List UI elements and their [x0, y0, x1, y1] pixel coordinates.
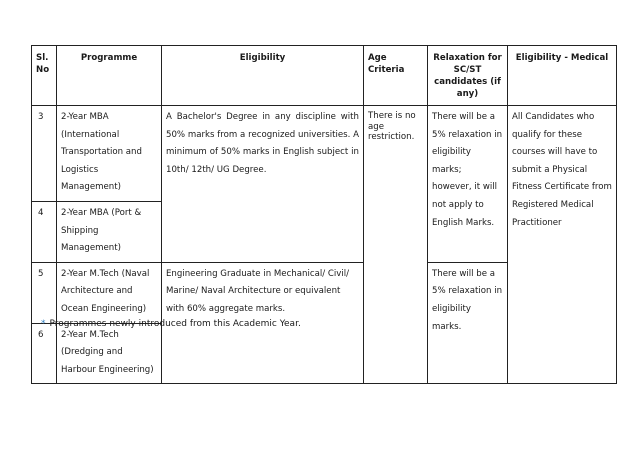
relaxation-mtech: There will be a 5% relaxation in eligibility marks.: [428, 262, 508, 384]
row-programme: 2-Year MBA (International Transportation and Logistics Management): [57, 106, 162, 202]
footnote: [41, 319, 301, 329]
row-programme: 2-Year M.Tech (Naval Architecture and Ocean Engineering): [57, 262, 162, 323]
age-criteria: There is no age restriction.: [364, 106, 428, 384]
header-age-criteria: Age Criteria: [364, 46, 428, 106]
footnote-text: Programmes newly introduced from this Academic Year.: [49, 319, 301, 329]
header-programme: Programme: [57, 46, 162, 106]
row-programme: 2-Year MBA (Port & Shipping Management): [57, 201, 162, 262]
table-row: [32, 106, 617, 202]
header-relaxation: Relaxation for SC/ST candidates (if any): [428, 46, 508, 106]
relaxation-mba: There will be a 5% relaxation in eligibility marks; however, it will not apply to English Marks.: [428, 106, 508, 263]
row-sl: 4: [32, 201, 57, 262]
header-eligibility: Eligibility: [162, 46, 364, 106]
row-sl: 6: [32, 323, 57, 384]
row-programme: 2-Year M.Tech (Dredging and Harbour Engineering): [57, 323, 162, 384]
eligibility-mba: A Bachelor's Degree in any discipline with 50% marks from a recognized universities. A minimum of 50% marks in English subject in 10th/ 12th/ UG Degree.: [162, 106, 364, 263]
eligibility-table: [31, 45, 617, 384]
medical-eligibility: All Candidates who qualify for these courses will have to submit a Physical Fitness Certificate from Registered Medical Practitioner: [508, 106, 617, 384]
header-sl-no: Sl. No: [32, 46, 57, 106]
row-sl: 5: [32, 262, 57, 323]
eligibility-mtech: Engineering Graduate in Mechanical/ Civil/ Marine/ Naval Architecture or equivalent with 60% aggregate marks.: [162, 262, 364, 384]
header-eligibility-medical: Eligibility - Medical: [508, 46, 617, 106]
row-sl: 3: [32, 106, 57, 202]
footnote-marker: *: [41, 319, 46, 329]
header-row: [32, 46, 617, 106]
